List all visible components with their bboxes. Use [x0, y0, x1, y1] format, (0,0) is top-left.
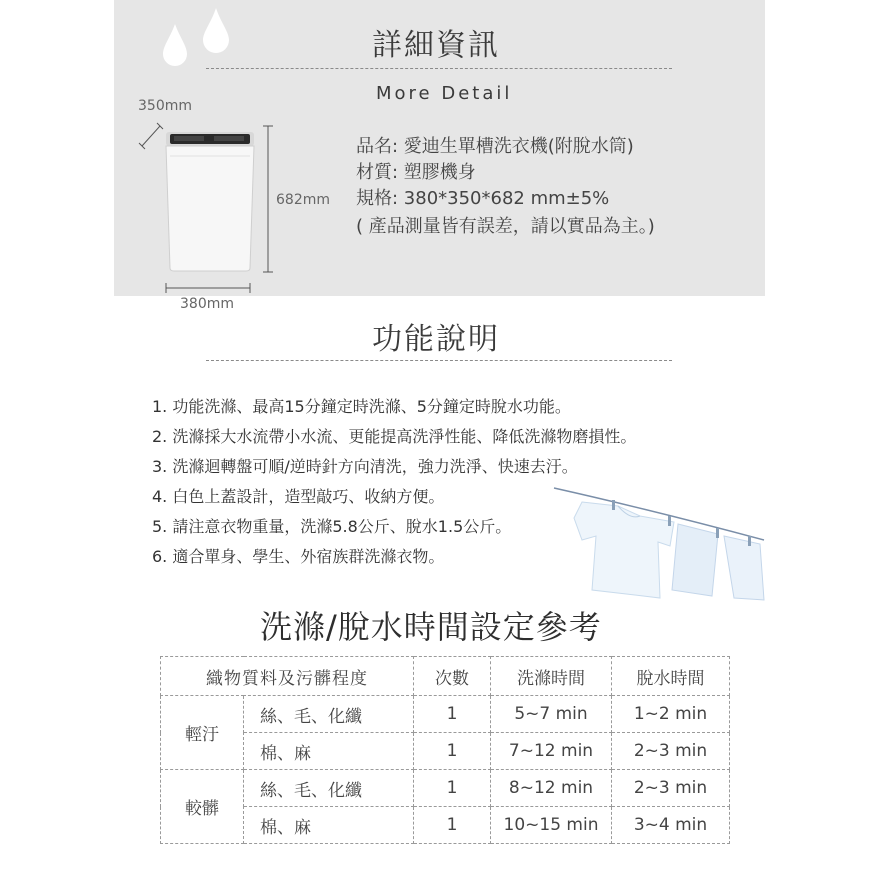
header-spin-time: 脫水時間: [612, 657, 730, 696]
wash-time-cell: 8~12 min: [491, 770, 612, 807]
count-cell: 1: [414, 770, 491, 807]
count-cell: 1: [414, 733, 491, 770]
dimension-depth-label: 350mm: [138, 98, 192, 114]
timing-title: 洗滌/脫水時間設定參考: [260, 608, 602, 646]
wash-time-cell: 5~7 min: [491, 696, 612, 733]
fabric-cell: 棉、麻: [244, 733, 414, 770]
spin-time-cell: 2~3 min: [612, 733, 730, 770]
list-item: 1. 功能洗滌、最高15分鐘定時洗滌、5分鐘定時脫水功能。: [152, 397, 571, 416]
table-row: [161, 696, 730, 733]
header-count: 次數: [414, 657, 491, 696]
list-item: 4. 白色上蓋設計，造型敲巧、收納方便。: [152, 487, 445, 506]
water-drop-icon: [199, 6, 233, 54]
wash-time-cell: 7~12 min: [491, 733, 612, 770]
features-divider: [206, 360, 672, 361]
table-row: [161, 807, 730, 844]
fabric-cell: 絲、毛、化纖: [244, 770, 414, 807]
wash-time-cell: 10~15 min: [491, 807, 612, 844]
timing-table: [160, 656, 730, 844]
list-item: 2. 洗滌採大水流帶小水流、更能提高洗淨性能、降低洗滌物磨損性。: [152, 427, 637, 446]
fabric-cell: 絲、毛、化纖: [244, 696, 414, 733]
features-title: 功能說明: [372, 322, 500, 357]
list-item: 5. 請注意衣物重量，洗滌5.8公斤、脫水1.5公斤。: [152, 517, 512, 536]
table-header-row: [161, 657, 730, 696]
spec-name: 品名: 愛迪生單槽洗衣機(附脫水筒): [356, 136, 634, 157]
dimension-height-label: 682mm: [276, 192, 330, 208]
soil-level-light: 輕汙: [161, 696, 244, 770]
table-row: [161, 733, 730, 770]
detail-title: 詳細資訊: [372, 28, 500, 63]
hanging-laundry-icon: [552, 480, 766, 608]
fabric-cell: 棉、麻: [244, 807, 414, 844]
header-fabric: 織物質料及污髒程度: [161, 657, 414, 696]
spin-time-cell: 2~3 min: [612, 770, 730, 807]
washing-machine-icon: [160, 128, 260, 273]
spin-time-cell: 3~4 min: [612, 807, 730, 844]
list-item: 6. 適合單身、學生、外宿族群洗滌衣物。: [152, 547, 445, 566]
water-drop-icon: [160, 22, 190, 68]
soil-level-heavy: 較髒: [161, 770, 244, 844]
spec-note: ( 產品測量皆有誤差，請以實品為主。): [356, 216, 655, 237]
spec-size: 規格: 380*350*682 mm±5%: [356, 188, 610, 209]
spec-material: 材質: 塑膠機身: [356, 162, 476, 183]
count-cell: 1: [414, 807, 491, 844]
table-row: [161, 770, 730, 807]
count-cell: 1: [414, 696, 491, 733]
detail-divider: [206, 68, 672, 69]
dimension-width-label: 380mm: [180, 296, 234, 312]
header-wash-time: 洗滌時間: [491, 657, 612, 696]
list-item: 3. 洗滌迴轉盤可順/逆時針方向清洗，強力洗淨、快速去汙。: [152, 457, 578, 476]
spin-time-cell: 1~2 min: [612, 696, 730, 733]
detail-subtitle: More Detail: [376, 83, 513, 104]
